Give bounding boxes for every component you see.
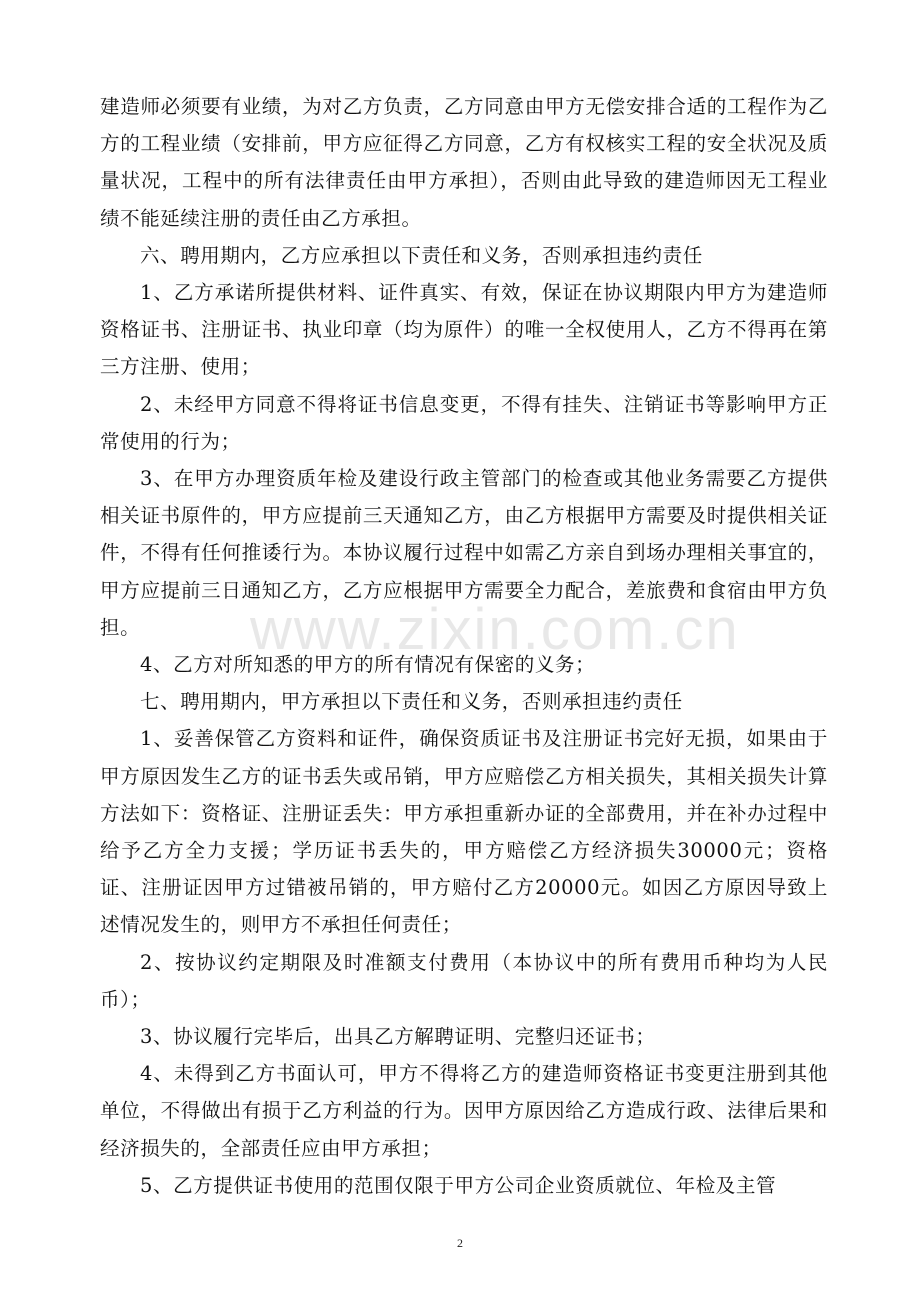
document-body <box>100 88 828 1204</box>
paragraph: 1、乙方承诺所提供材料、证件真实、有效，保证在协议期限内甲方为建造师资格证书、注册证书、执业印章（均为原件）的唯一全权使用人，乙方不得再在第三方注册、使用； <box>100 281 828 379</box>
paragraph: 3、协议履行完毕后，出具乙方解聘证明、完整归还证书； <box>140 1025 656 1049</box>
paragraph: 1、妥善保管乙方资料和证件，确保资质证书及注册证书完好无损，如果由于甲方原因发生乙方的证书丢失或吊销，甲方应赔偿乙方相关损失，其相关损失计算方法如下：资格证、注册证丢失：甲方承担重新办证的全部费用，并在补办过程中给予乙方全力支援；学历证书丢失的，甲方赔偿乙方经济损失30000元；资格证、注册证因甲方过错被吊销的，甲方赔付乙方20000元。如因乙方原因导致上述情况发生的，则甲方不承担任何责任； <box>100 727 828 937</box>
paragraph: 4、未得到乙方书面认可，甲方不得将乙方的建造师资格证书变更注册到其他单位，不得做出有损于乙方利益的行为。因甲方原因给乙方造成行政、法律后果和经济损失的，全部责任应由甲方承担； <box>100 1062 828 1160</box>
section-heading-six: 六、聘用期内，乙方应承担以下责任和义务，否则承担违约责任 <box>140 243 703 267</box>
paragraph: 4、乙方对所知悉的甲方的所有情况有保密的义务； <box>140 653 596 677</box>
watermark: www.zixin.com.cn <box>250 597 740 662</box>
paragraph: 2、未经甲方同意不得将证书信息变更，不得有挂失、注销证书等影响甲方正常使用的行为； <box>100 392 828 453</box>
section-heading-seven: 七、聘用期内，甲方承担以下责任和义务，否则承担违约责任 <box>140 690 683 714</box>
paragraph: 2、按协议约定期限及时准额支付费用（本协议中的所有费用币种均为人民币）； <box>100 950 828 1011</box>
paragraph: 5、乙方提供证书使用的范围仅限于甲方公司企业资质就位、年检及主管 <box>140 1173 777 1197</box>
paragraph: 3、在甲方办理资质年检及建设行政主管部门的检查或其他业务需要乙方提供相关证书原件的，甲方应提前三天通知乙方，由乙方根据甲方需要及时提供相关证件，不得有任何推诿行为。本协议履行过程中如需乙方亲自到场办理相关事宜的，甲方应提前三日通知乙方，乙方应根据甲方需要全力配合，差旅费和食宿由甲方负担。 <box>100 467 828 639</box>
paragraph: 建造师必须要有业绩，为对乙方负责，乙方同意由甲方无偿安排合适的工程作为乙方的工程业绩（安排前，甲方应征得乙方同意，乙方有权核实工程的安全状况及质量状况，工程中的所有法律责任由甲方承担），否则由此导致的建造师因无工程业绩不能延续注册的责任由乙方承担。 <box>100 95 828 230</box>
page-number: 2 <box>457 1236 463 1250</box>
